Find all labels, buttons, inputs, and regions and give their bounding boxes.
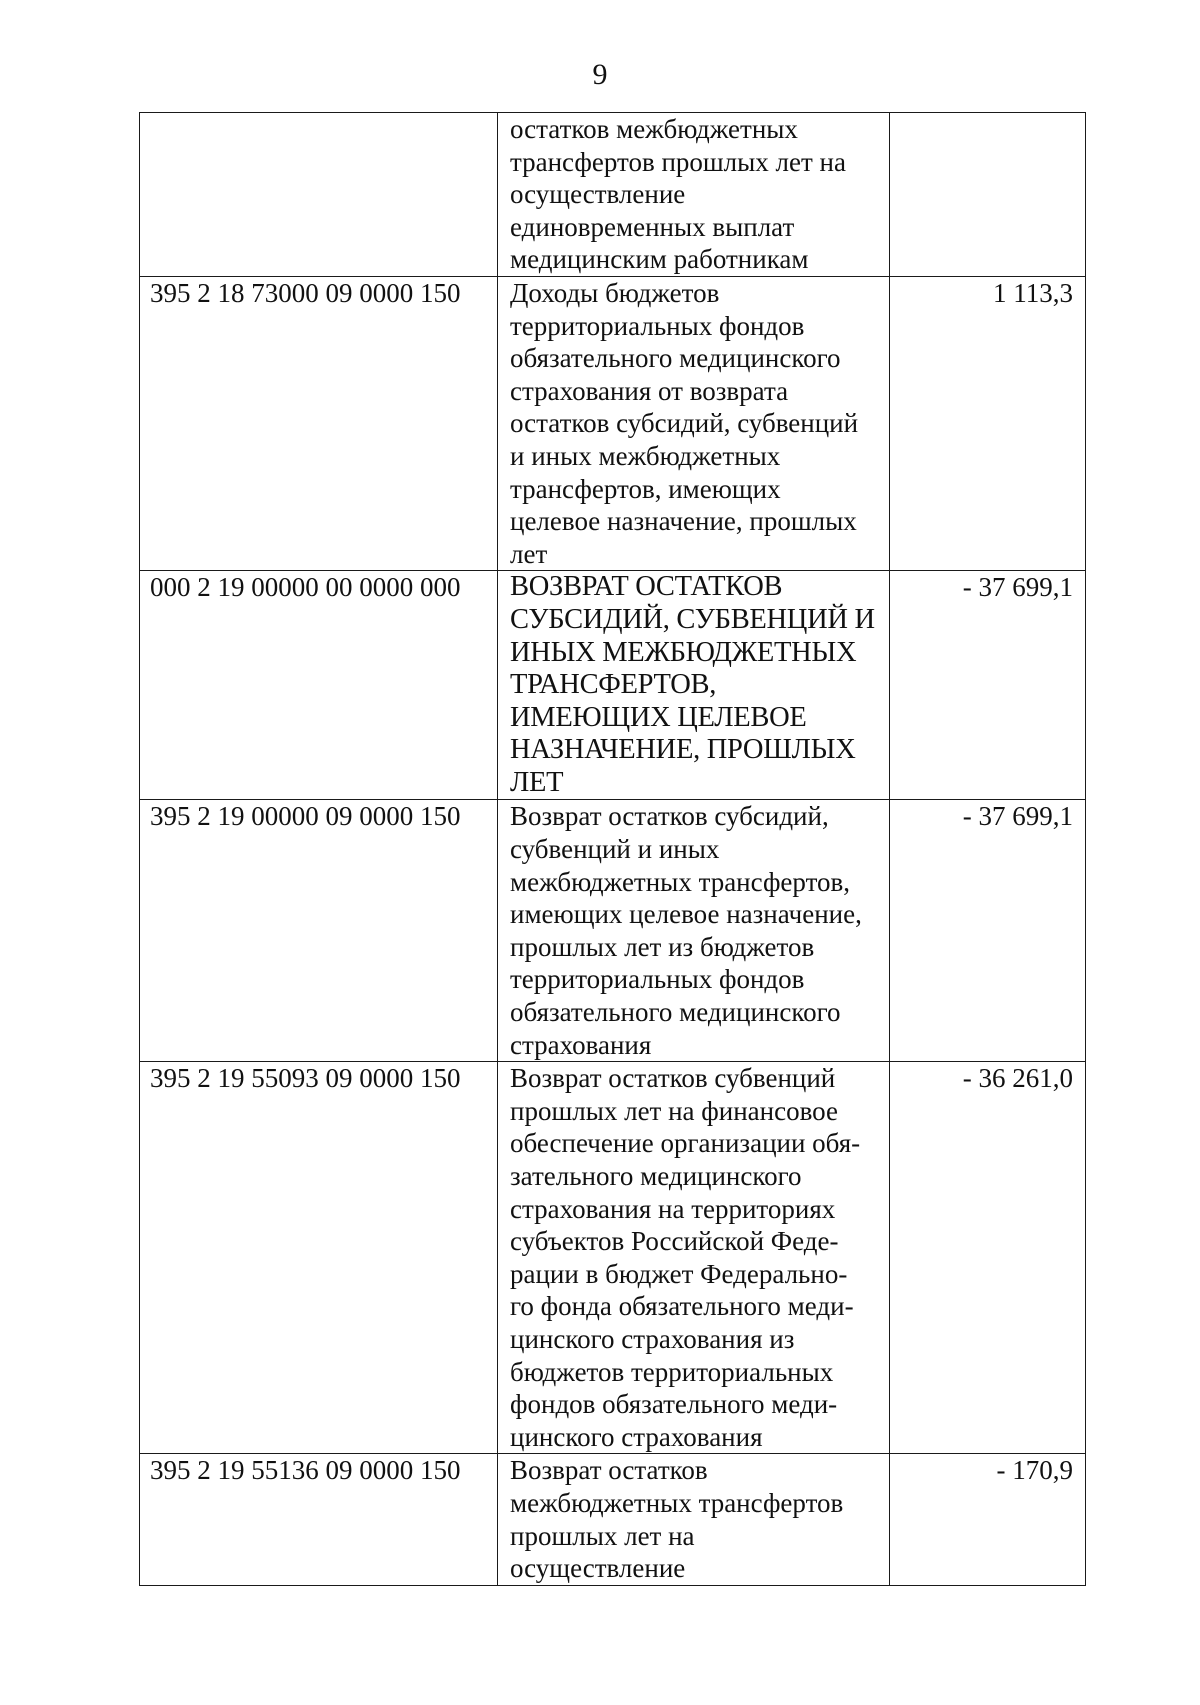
description-cell: Возврат остатков субсидий, субвенций и иных межбюджетных трансфертов, имеющих целевое назначение, прошлых лет из бюджетов территориальных фондов обязательного медицинского страхования xyxy=(498,800,890,1062)
description-cell: Доходы бюджетов территориальных фондов обязательного медицинского страхования от возврата остатков субсидий, субвенций и иных межбюджетных трансфертов, имеющих целевое назначение, прошлых лет xyxy=(498,276,890,570)
amount-cell: - 37 699,1 xyxy=(890,571,1086,800)
description-cell: ВОЗВРАТ ОСТАТКОВ СУБСИДИЙ, СУБВЕНЦИЙ И ИНЫХ МЕЖБЮДЖЕТНЫХ ТРАНСФЕРТОВ, ИМЕЮЩИХ ЦЕЛЕВОЕ НАЗНАЧЕНИЕ, ПРОШЛЫХ ЛЕТ xyxy=(498,571,890,800)
description-cell: Возврат остатков субвенций прошлых лет на финансовое обеспечение организации обя- зательного медицинского страхования на территориях субъектов Российской Феде- рации в бюджет Федерально- го фонда обязательного меди- цинского страхования из бюджетов территориальных фондов обязательного меди- цинского страхования xyxy=(498,1062,890,1454)
amount-cell: - 36 261,0 xyxy=(890,1062,1086,1454)
page-number: 9 xyxy=(592,58,608,91)
table-row xyxy=(140,276,1086,570)
table-row xyxy=(140,113,1086,277)
amount-cell: - 170,9 xyxy=(890,1454,1086,1585)
budget-code-cell: 395 2 19 55093 09 0000 150 xyxy=(140,1062,498,1454)
amount-cell xyxy=(890,113,1086,277)
amount-cell: - 37 699,1 xyxy=(890,800,1086,1062)
table-row xyxy=(140,571,1086,800)
budget-code-cell: 395 2 19 55136 09 0000 150 xyxy=(140,1454,498,1585)
budget-code-cell: 395 2 19 00000 09 0000 150 xyxy=(140,800,498,1062)
budget-code-cell: 395 2 18 73000 09 0000 150 xyxy=(140,276,498,570)
table-row xyxy=(140,1454,1086,1585)
budget-code-cell xyxy=(140,113,498,277)
description-cell: Возврат остатков межбюджетных трансфертов прошлых лет на осуществление xyxy=(498,1454,890,1585)
budget-table xyxy=(139,112,1086,1586)
amount-cell: 1 113,3 xyxy=(890,276,1086,570)
budget-code-cell: 000 2 19 00000 00 0000 000 xyxy=(140,571,498,800)
table-row xyxy=(140,800,1086,1062)
description-cell: остатков межбюджетных трансфертов прошлых лет на осуществление единовременных выплат медицинским работникам xyxy=(498,113,890,277)
table-row xyxy=(140,1062,1086,1454)
